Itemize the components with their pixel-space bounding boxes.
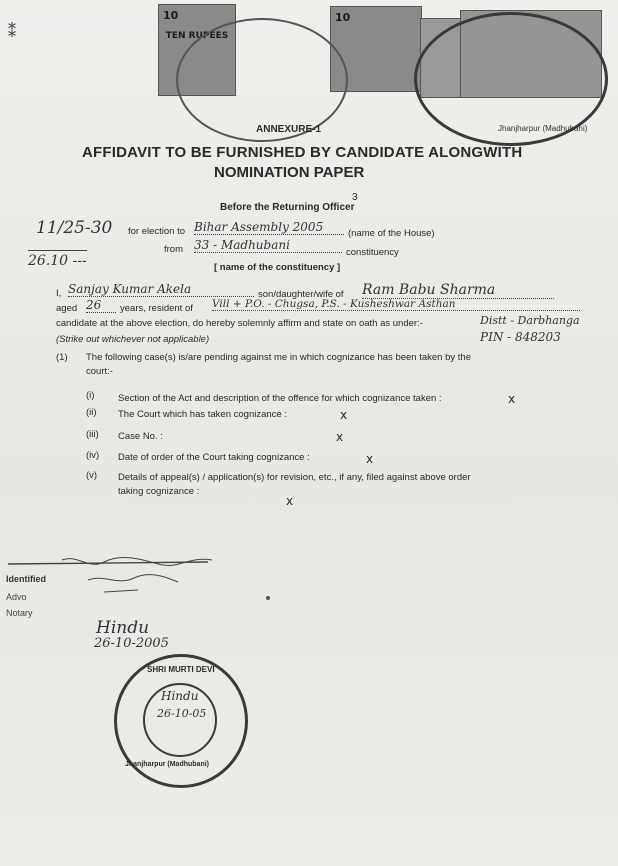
- house-suffix: (name of the House): [348, 228, 435, 239]
- seal-top-text: SHRI MURTI DEVI: [147, 665, 215, 674]
- stamp-value: 10: [163, 9, 179, 22]
- candidate-age: 26: [86, 298, 116, 313]
- father-name: Ram Babu Sharma: [362, 282, 554, 299]
- son-of-label: son/daughter/wife of: [258, 289, 344, 300]
- stamp-text: TEN RUPEES: [165, 31, 229, 41]
- candidate-address: Vill + P.O. - Chugsa, P.S. - Kusheshwar Asthan: [212, 298, 580, 311]
- seal-signature: Hindu: [161, 689, 199, 703]
- affidavit-title-line2: NOMINATION PAPER: [214, 164, 365, 181]
- candidate-pin: PIN - 848203: [480, 330, 561, 344]
- margin-ref-number: 11/25-30: [36, 218, 113, 238]
- annexure-label: ANNEXURE-1: [256, 124, 322, 135]
- notary-seal: [114, 654, 248, 788]
- deponent-signature: Hindu: [96, 618, 150, 638]
- signature-date: 26-10-2005: [94, 636, 169, 651]
- stamp-value: 10: [335, 11, 351, 24]
- item-text: Date of order of the Court taking cognizance :: [118, 452, 310, 463]
- item-number: (iii): [86, 429, 99, 440]
- candidate-name: Sanjay Kumar Akela: [68, 282, 254, 297]
- item-number: (v): [86, 470, 98, 481]
- item-number: (ii): [86, 407, 97, 418]
- notary-line: Notary: [6, 608, 33, 618]
- for-election-label: for election to: [128, 226, 186, 237]
- constituency-value: 33 - Madhubani: [194, 238, 342, 253]
- strike-out-note: (Strike out whichever not applicable): [56, 334, 210, 345]
- seal-date: 26-10-05: [157, 707, 207, 720]
- section-1-number: (1): [56, 352, 68, 363]
- candidate-district: Distt - Darbhanga: [480, 314, 580, 327]
- item-answer-mark: x: [336, 430, 344, 444]
- advocate-line: Advo: [6, 592, 27, 602]
- aged-label: aged: [56, 303, 78, 314]
- section-1-lead-line1: The following case(s) is/are pending against me in which cognizance has been taken by the: [86, 352, 471, 363]
- item-text: The Court which has taken cognizance :: [118, 409, 287, 420]
- advocate-scribble: [8, 556, 216, 600]
- stray-mark: [266, 596, 270, 600]
- page-mark: 3: [352, 192, 358, 203]
- from-label: from: [164, 244, 183, 255]
- oath-text: candidate at the above election, do hereby solemnly affirm and state on oath as under:-: [56, 318, 423, 329]
- item-text: Section of the Act and description of the offence for which cognizance taken :: [118, 393, 442, 404]
- declaration-i: I,: [56, 288, 62, 299]
- identified-line: Identified: [6, 574, 46, 584]
- item-text: Details of appeal(s) / application(s) for revision, etc., if any, filed against above order: [118, 472, 471, 483]
- affidavit-title-line1: AFFIDAVIT TO BE FURNISHED BY CANDIDATE ALONGWITH: [82, 144, 523, 161]
- item-answer-mark: x: [508, 392, 516, 406]
- top-seal-text: Jhanjharpur (Madhubani): [498, 124, 588, 133]
- section-1-lead-line2: court:-: [86, 366, 113, 377]
- item-text: Case No. :: [118, 431, 163, 442]
- margin-scribble: ⁑: [8, 22, 16, 41]
- item-answer-mark: x: [340, 408, 348, 422]
- margin-date: 26.10 ---: [28, 250, 87, 269]
- item-5-line2: taking cognizance :: [118, 486, 200, 497]
- seal-bottom-text: Jhanjharpur (Madhubani): [125, 761, 209, 768]
- resident-label: years, resident of: [120, 303, 193, 314]
- item-answer-mark: x: [286, 494, 294, 508]
- constituency-caption: [ name of the constituency ]: [214, 262, 341, 273]
- item-answer-mark: x: [366, 452, 374, 466]
- returning-officer-heading: Before the Returning Officer: [220, 202, 355, 213]
- constituency-suffix: constituency: [346, 247, 399, 258]
- item-number: (iv): [86, 450, 100, 461]
- item-number: (i): [86, 390, 95, 401]
- house-value: Bihar Assembly 2005: [194, 220, 344, 235]
